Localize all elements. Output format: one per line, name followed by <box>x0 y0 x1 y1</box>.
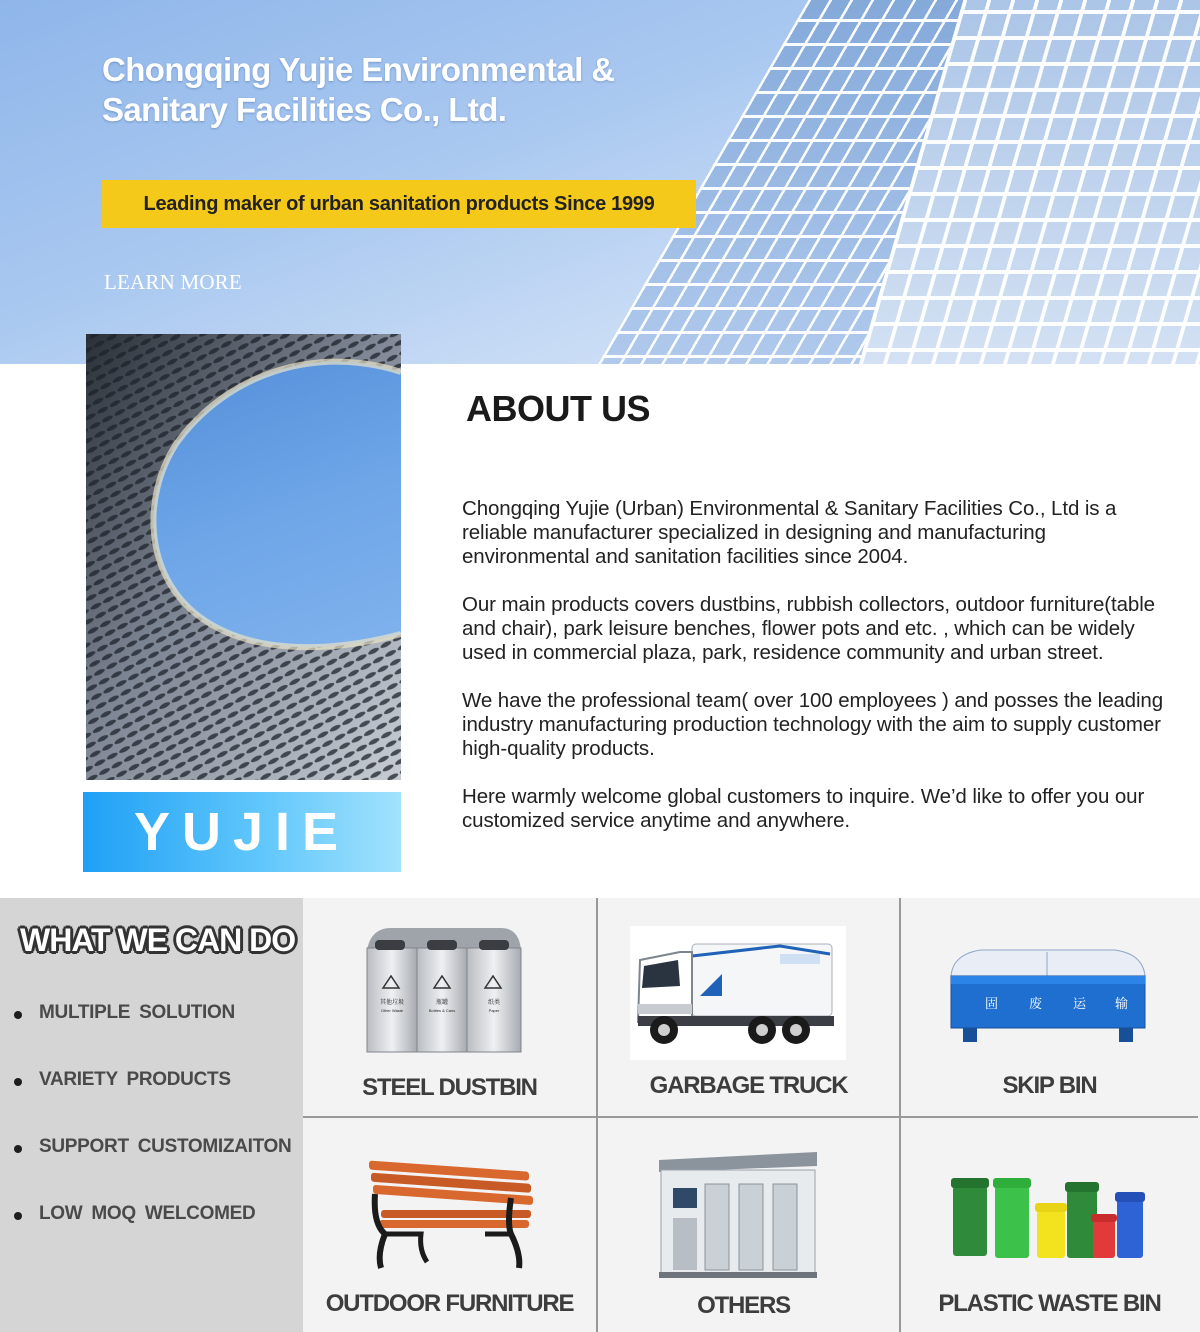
product-grid <box>303 898 1200 1332</box>
about-paragraph: Our main products covers dustbins, rubbish collectors, outdoor furniture(table and chair), park leisure benches, flower pots and etc. , which can be widely used in commercial plaza, park, residence community and urban street. <box>462 593 1155 664</box>
grid-divider <box>303 1116 1198 1118</box>
learn-more-link[interactable]: LEARN MORE <box>104 270 242 294</box>
product-label[interactable]: OUTDOOR FURNITURE <box>325 1290 574 1317</box>
product-label[interactable]: STEEL DUSTBIN <box>362 1074 537 1101</box>
about-paragraph: We have the professional team( over 100 employees ) and posses the leading industry manufacturing production technology with the aim to supply customer high-quality products. <box>462 689 1164 760</box>
steel-dustbin-image[interactable] <box>361 924 526 1059</box>
toilet-kiosk-image[interactable] <box>653 1148 823 1288</box>
skip-bin-text: 输 <box>1115 996 1129 1011</box>
capabilities-list <box>14 1002 291 1270</box>
plastic-bins-image[interactable] <box>943 1170 1148 1271</box>
about-us-heading: ABOUT US <box>466 388 650 429</box>
about-paragraph: Here warmly welcome global customers to inquire. We’d like to offer you our customized service anytime and anywhere. <box>462 785 1145 832</box>
bullet-icon <box>14 1145 22 1153</box>
bin-label: Bottles & Cans <box>428 1008 456 1013</box>
hero-banner <box>0 0 1200 364</box>
bullet-icon <box>14 1212 22 1220</box>
grid-divider <box>596 898 598 1332</box>
list-item: MULTIPLE SOLUTION <box>14 1002 291 1069</box>
list-item: VARIETY PRODUCTS <box>14 1069 291 1136</box>
bin-label: 纸类 <box>487 1000 501 1006</box>
garbage-truck-image[interactable] <box>630 926 846 1065</box>
bullet-icon <box>14 1078 22 1086</box>
list-item: SUPPORT CUSTOMIZAITON <box>14 1136 291 1203</box>
skip-bin-text: 固 <box>985 996 999 1011</box>
list-item: LOW MOQ WELCOMED <box>14 1203 291 1270</box>
skip-bin-text: 废 <box>1029 996 1043 1011</box>
product-label[interactable]: PLASTIC WASTE BIN <box>938 1290 1161 1317</box>
grid-divider <box>899 898 901 1332</box>
skip-bin-image[interactable] <box>941 940 1155 1055</box>
skip-bin-text: 运 <box>1073 996 1087 1011</box>
company-name-heading: Chongqing Yujie Environmental & Sanitary Facilities Co., Ltd. <box>102 51 615 128</box>
bin-label: 其他垃圾 <box>379 1000 405 1006</box>
brand-badge: YUJIE <box>83 792 401 872</box>
bin-label: Paper <box>488 1008 500 1013</box>
tagline-banner: Leading maker of urban sanitation products Since 1999 <box>102 180 696 228</box>
product-label[interactable]: GARBAGE TRUCK <box>649 1072 848 1099</box>
bench-image[interactable] <box>361 1154 536 1279</box>
bullet-icon <box>14 1011 22 1019</box>
product-label[interactable]: SKIP BIN <box>1002 1072 1097 1099</box>
product-label[interactable]: OTHERS <box>697 1292 790 1319</box>
about-paragraph: Chongqing Yujie (Urban) Environmental & Sanitary Facilities Co., Ltd is a reliable manufacturer specialized in designing and manufacturing environmental and sanitation facilities since 2004. <box>462 497 1117 568</box>
architecture-photo <box>86 334 401 780</box>
what-we-can-do-heading: WHAT WE CAN DO <box>20 922 296 958</box>
bin-label: Other Waste <box>380 1008 404 1013</box>
about-us-text <box>462 497 1167 857</box>
bin-label: 瓶罐 <box>435 1000 449 1006</box>
